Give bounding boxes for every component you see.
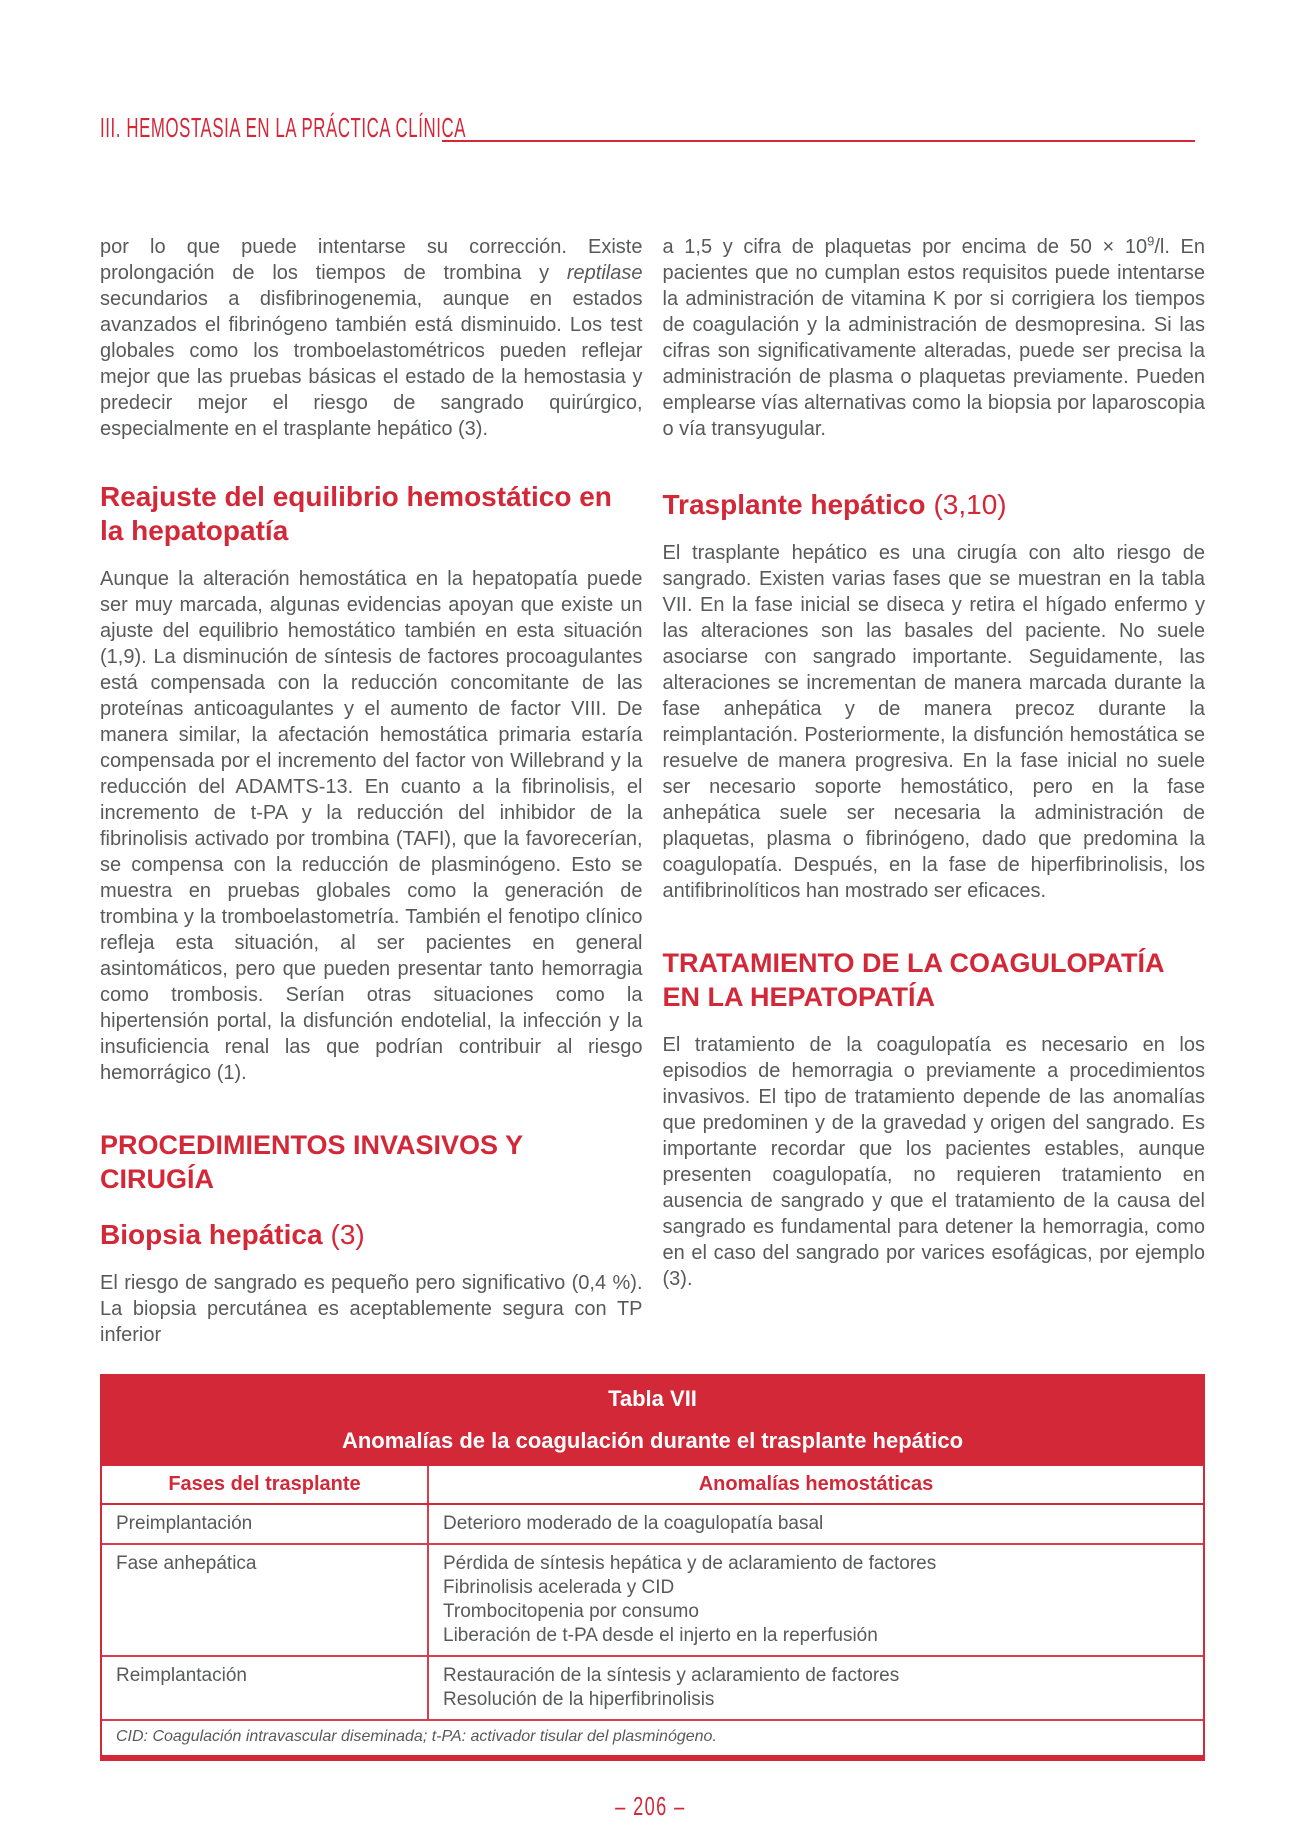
paragraph-text: por lo que puede intentarse su corrección. Existe prolongación de los tiempos de trombina y [100,236,643,284]
paragraph-text: /l. En pacientes que no cumplan estos requisitos puede intentarse la administración de vitamina K por si corrigiera los tiempos de coagulación y la administración de desmopresina. Si las cifras son significativamente alteradas, puede ser precisa la administración de plasma o plaquetas previamente. Pueden emplearse vías alternativas como la biopsia por laparoscopia o vía transyugular. [662,236,1205,440]
anomaly-line: Deterioro moderado de la coagulopatía basal [443,1513,824,1534]
column-header-anomalias: Anomalías hemostáticas [698,1473,934,1495]
running-head-text: III. HEMOSTASIA EN LA PRÁCTICA CLÍNICA [100,112,467,143]
section-heading-procedimientos: PROCEDIMIENTOS INVASIVOS Y CIRUGÍA [100,1130,523,1194]
paragraph-text: a 1,5 y cifra de plaquetas por encima de 50 × 10 [662,236,1148,258]
superscript-exponent: 9 [1147,233,1155,249]
cell-anomalies [429,1545,1203,1655]
page-number: – 206 – [614,1791,686,1821]
cell-phase: Reimplantación [102,1657,429,1719]
running-head-rule [442,140,1195,142]
running-head-title [100,112,467,148]
section-heading-reajuste: Reajuste del equilibrio hemostático en la hepatopatía [100,481,612,546]
cell-phase: Preimplantación [102,1505,429,1543]
left-column [100,234,643,1348]
italic-term: reptilase [566,262,643,284]
right-column [663,234,1206,1348]
table-banner [102,1374,1203,1466]
cell-anomalies [429,1505,1203,1543]
heading-reference: (3) [330,1219,365,1250]
cell-anomalies [429,1657,1203,1719]
paragraph [100,234,643,442]
table-row [102,1505,1203,1545]
anomaly-line: Pérdida de síntesis hepática y de aclaramiento de factores [443,1553,937,1574]
section-heading-biopsia [100,1218,643,1252]
heading-reference: (3,10) [933,489,1007,520]
table-row [102,1545,1203,1657]
table-title: Tabla VII [608,1386,697,1411]
paragraph: El riesgo de sangrado es pequeño pero significativo (0,4 %). La biopsia percutánea es aceptablemente segura con TP inferior [100,1272,643,1346]
anomaly-line: Resolución de la hiperfibrinolisis [443,1689,715,1710]
anomaly-line: Trombocitopenia por consumo [443,1601,699,1622]
table-header-row [102,1466,1203,1505]
paragraph: El tratamiento de la coagulopatía es necesario en los episodios de hemorragia o previamente a procedimientos invasivos. El tipo de tratamiento depende de las anomalías que predominen y de la gravedad y origen del sangrado. Es importante recordar que los pacientes estables, aunque presenten coagulopatía, no requieren tratamiento en ausencia de sangrado y que el tratamiento de la causa del sangrado es fundamental para detener la hemorragia, como en el caso del sangrado por varices esofágicas, por ejemplo (3). [662,1034,1205,1290]
running-head [100,112,1195,148]
anomaly-line: Liberación de t-PA desde el injerto en la reperfusión [443,1625,878,1646]
section-heading-tratamiento: TRATAMIENTO DE LA COAGULOPATÍA EN LA HEPATOPATÍA [662,948,1164,1012]
anomaly-line: Fibrinolisis acelerada y CID [443,1577,675,1598]
section-heading-trasplante [663,488,1206,522]
cell-phase: Fase anhepática [102,1545,429,1655]
paragraph: Aunque la alteración hemostática en la hepatopatía puede ser muy marcada, algunas evidencias apoyan que existe un ajuste del equilibrio hemostático también en esta situación (1,9). La disminución de síntesis de factores procoagulantes está compensada con la reducción concomitante de las proteínas anticoagulantes y el aumento de factor VIII. De manera similar, la afectación hemostática primaria estaría compensada por el incremento del factor von Willebrand y la reducción del ADAMTS-13. En cuanto a la fibrinolisis, el incremento de t-PA y la reducción del inhibidor de la fibrinolisis activado por trombina (TAFI), que la favorecerían, se compensa con la reducción de plasminógeno. Esto se muestra en pruebas globales como la generación de trombina y la tromboelastometría. También el fenotipo clínico refleja esta situación, al ser pacientes en general asintomáticos, pero que pueden presentar tanto hemorragia como trombosis. Serían otras situaciones como la hipertensión portal, la disfunción endotelial, la infección y la insuficiencia renal las que podrían contribuir al riesgo hemorrágico (1). [100,568,643,1084]
page-footer [0,1791,1300,1822]
anomaly-line: Restauración de la síntesis y aclaramiento de factores [443,1665,900,1686]
table-anomalias-trasplante [100,1374,1205,1761]
table-footnote: CID: Coagulación intravascular diseminada; t-PA: activador tisular del plasminógeno. [116,1728,717,1745]
document-page [0,112,1300,1846]
paragraph: El trasplante hepático es una cirugía con alto riesgo de sangrado. Existen varias fases que se muestran en la tabla VII. En la fase inicial se diseca y retira el hígado enfermo y las alteraciones son las basales del paciente. No suele asociarse con sangrado importante. Seguidamente, las alteraciones se incrementan de manera marcada durante la fase anhepática y de manera precoz durante la reimplantación. Posteriormente, la disfunción hemostática se resuelve de manera progresiva. En la fase inicial no suele ser necesario soporte hemostático, pero en la fase anhepática suele ser necesaria la administración de plaquetas, plasma o fibrinógeno, dado que predomina la coagulopatía. Después, en la fase de hiperfibrinolisis, los antifibrinolíticos han mostrado ser eficaces. [662,542,1205,902]
paragraph-text: secundarios a disfibrinogenemia, aunque en estados avanzados el fibrinógeno también está disminuido. Los test globales como los tromboelastométricos pueden reflejar mejor que las pruebas básicas el estado de la hemostasia y predecir mejor el riesgo de sangrado quirúrgico, especialmente en el trasplante hepático (3). [100,288,643,440]
paragraph [663,234,1206,442]
table-row [102,1657,1203,1721]
heading-text: Biopsia hepática [100,1219,323,1250]
column-header-fases: Fases del trasplante [102,1466,429,1503]
two-column-layout [100,234,1205,1348]
table-subtitle: Anomalías de la coagulación durante el trasplante hepático [341,1428,964,1453]
heading-text: Trasplante hepático [662,489,926,520]
